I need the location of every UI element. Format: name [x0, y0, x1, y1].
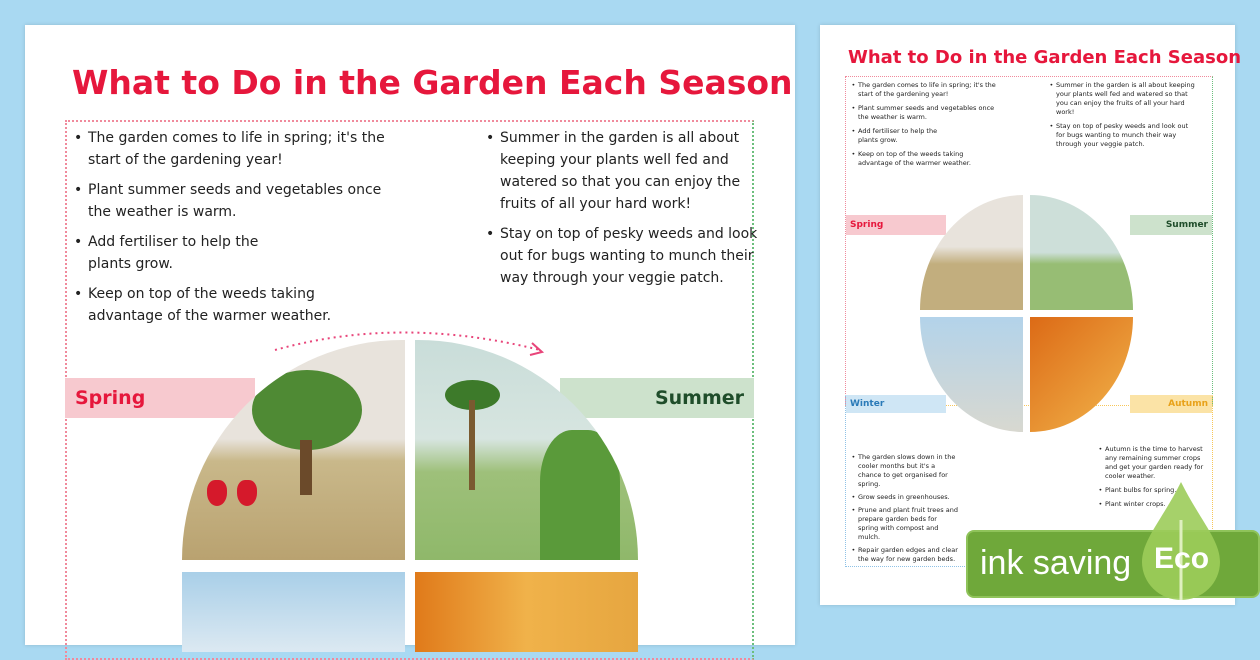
- spring-list: [88, 127, 388, 327]
- list-item: • Plant bulbs for spring.: [1105, 486, 1210, 495]
- list-item: • Add fertiliser to help the plants grow.: [858, 127, 938, 145]
- summer-list: [500, 127, 765, 289]
- ink-saving-text: ink saving: [980, 544, 1132, 582]
- thumb-summer-label: Summer: [1130, 215, 1212, 235]
- list-item: • Autumn is the time to harvest any remaining summer crops and get your garden ready for cooler weather.: [1105, 445, 1210, 481]
- plant-icon: [540, 430, 620, 560]
- list-item: • Stay on top of pesky weeds and look out for bugs wanting to munch their way through your veggie patch.: [1056, 122, 1196, 149]
- list-item: • The garden comes to life in spring; it's the start of the gardening year!: [88, 127, 388, 171]
- list-item: • Plant winter crops.: [1105, 500, 1210, 509]
- leaf-icon: [1140, 480, 1222, 600]
- list-item: • Grow seeds in greenhouses.: [858, 493, 958, 502]
- large-preview-page: [25, 25, 795, 645]
- eco-text: Eco: [1154, 542, 1210, 575]
- list-item: • Plant summer seeds and vegetables once the weather is warm.: [88, 179, 388, 223]
- list-item: • Plant summer seeds and vegetables once the weather is warm.: [858, 104, 998, 122]
- thumbnail-title: What to Do in the Garden Each Season: [848, 47, 1242, 68]
- summer-label: Summer: [560, 378, 754, 418]
- winter-illustration: [182, 572, 405, 652]
- list-item: • Summer in the garden is all about keeping your plants well fed and watered so that you can enjoy the fruits of all your hard work!: [500, 127, 765, 215]
- list-item: • Keep on top of the weeds taking advantage of the warmer weather.: [88, 283, 388, 327]
- thumb-spring-list: [858, 81, 998, 168]
- thumb-spring-label: Spring: [846, 215, 946, 235]
- tulip-icon: [207, 480, 227, 506]
- list-item: • The garden slows down in the cooler months but it's a chance to get organised for spring.: [858, 453, 958, 489]
- thumb-winter-label: Winter: [846, 395, 946, 413]
- list-item: • The garden comes to life in spring; it's the start of the gardening year!: [858, 81, 998, 99]
- thumb-autumn-label: Autumn: [1130, 395, 1212, 413]
- thumb-winter-list: [858, 453, 958, 564]
- list-item: • Add fertiliser to help the plants grow.: [88, 231, 268, 275]
- list-item: • Repair garden edges and clear the way for new garden beds.: [858, 546, 958, 564]
- list-item: • Keep on top of the weeds taking advantage of the warmer weather.: [858, 150, 998, 168]
- autumn-illustration: [415, 572, 638, 652]
- list-item: • Prune and plant fruit trees and prepare garden beds for spring with compost and mulch.: [858, 506, 958, 542]
- list-item: • Stay on top of pesky weeds and look out for bugs wanting to munch their way through your veggie patch.: [500, 223, 765, 289]
- tree-icon: [252, 370, 362, 450]
- spring-label: Spring: [65, 378, 255, 418]
- list-item: • Summer in the garden is all about keeping your plants well fed and watered so that you can enjoy the fruits of all your hard work!: [1056, 81, 1196, 117]
- page-title: What to Do in the Garden Each Season: [72, 63, 793, 102]
- tulip-icon: [237, 480, 257, 506]
- thumb-summer-list: [1056, 81, 1196, 149]
